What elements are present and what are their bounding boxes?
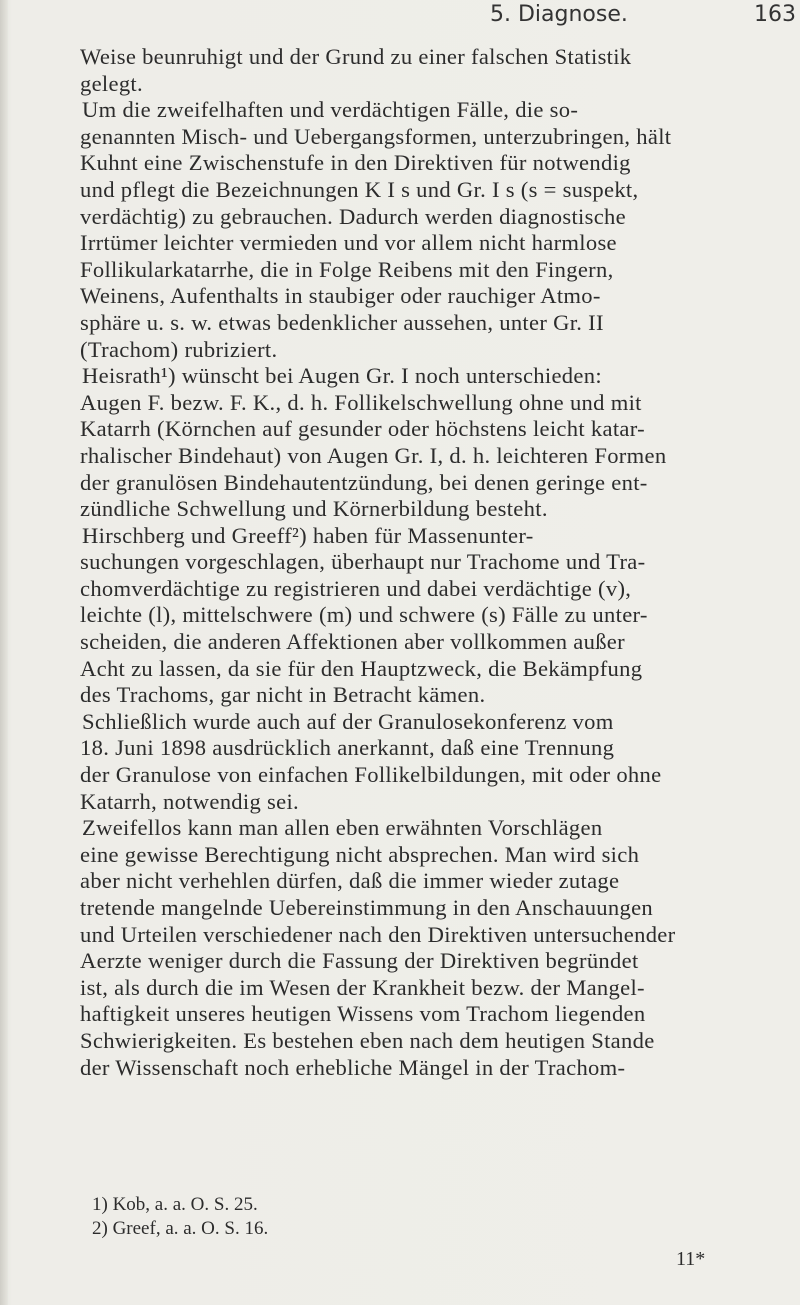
text-line: Schwierigkeiten. Es bestehen eben nach dem heutigen Stande [80, 1027, 655, 1053]
signature-mark: 11* [676, 1248, 706, 1270]
text-line: haftigkeit unseres heutigen Wissens vom Trachom liegenden [80, 1001, 646, 1027]
footnote: 1) Kob, a. a. O. S. 25. [92, 1194, 258, 1215]
text-line: genannten Misch- und Uebergangsformen, unterzubringen, hält [80, 123, 672, 149]
text-line: der granulösen Bindehautentzündung, bei denen geringe ent- [80, 469, 648, 495]
text-line: der Wissenschaft noch erhebliche Mängel in der Trachom- [80, 1054, 626, 1080]
text-line: Augen F. bezw. F. K., d. h. Follikelschwellung ohne und mit [80, 389, 642, 415]
text-line: zündliche Schwellung und Körnerbildung besteht. [80, 496, 548, 522]
text-line: Schließlich wurde auch auf der Granulosekonferenz vom [82, 708, 614, 734]
text-line: gelegt. [80, 70, 143, 96]
text-line: Um die zweifelhaften und verdächtigen Fälle, die so- [82, 97, 579, 123]
text-line: (Trachom) rubriziert. [80, 336, 278, 362]
text-line: Hirschberg und Greeff²) haben für Massenunter- [82, 522, 534, 548]
text-line: Follikularkatarrhe, die in Folge Reibens mit den Fingern, [80, 256, 614, 282]
text-line: suchungen vorgeschlagen, überhaupt nur Trachome und Tra- [80, 549, 646, 575]
text-line: eine gewisse Berechtigung nicht absprechen. Man wird sich [80, 841, 640, 867]
footnotes [92, 1193, 268, 1241]
text-line: scheiden, die anderen Affektionen aber vollkommen außer [80, 629, 625, 655]
text-line: der Granulose von einfachen Follikelbildungen, mit oder ohne [80, 762, 662, 788]
text-line: sphäre u. s. w. etwas bedenklicher aussehen, unter Gr. II [80, 309, 604, 335]
text-line: des Trachoms, gar nicht in Betracht kämen. [80, 682, 486, 708]
text-line: Acht zu lassen, da sie für den Hauptzweck, die Bekämpfung [80, 655, 643, 681]
text-line: Zweifellos kann man allen eben erwähnten Vorschlägen [82, 815, 603, 841]
text-line: aber nicht verhehlen dürfen, daß die immer wieder zutage [80, 868, 620, 894]
text-line: und Urteilen verschiedener nach den Direktiven untersuchender [80, 921, 676, 947]
text-line: Katarrh, notwendig sei. [80, 788, 299, 814]
text-line: tretende mangelnde Uebereinstimmung in den Anschauungen [80, 895, 654, 920]
section-title: 5. Diagnose. [490, 2, 628, 27]
text-line: Katarrh (Körnchen auf gesunder oder höchstens leicht katar- [80, 416, 645, 442]
page-number: 163 [754, 2, 796, 27]
text-line: ist, als durch die im Wesen der Krankheit bezw. der Mangel- [80, 974, 645, 1000]
text-line: Irrtümer leichter vermieden und vor allem nicht harmlose [80, 230, 617, 256]
text-line: 18. Juni 1898 ausdrücklich anerkannt, daß eine Trennung [80, 735, 615, 761]
text-line: leichte (l), mittelschwere (m) und schwere (s) Fälle zu unter- [80, 602, 648, 628]
text-line: Aerzte weniger durch die Fassung der Direktiven begründet [80, 948, 639, 974]
text-line: Heisrath¹) wünscht bei Augen Gr. I noch unterschieden: [82, 363, 602, 389]
text-line: und pflegt die Bezeichnungen K I s und Gr. I s (s = suspekt, [80, 176, 639, 202]
text-line: Kuhnt eine Zwischenstufe in den Direktiven für notwendig [80, 150, 631, 176]
text-line: Weise beunruhigt und der Grund zu einer falschen Statistik [80, 44, 632, 69]
text-line: verdächtig) zu gebrauchen. Dadurch werden diagnostische [80, 203, 626, 229]
body-text [80, 44, 798, 1081]
footnote: 2) Greef, a. a. O. S. 16. [92, 1218, 269, 1239]
page-binding-edge [0, 0, 8, 1305]
text-line: chomverdächtige zu registrieren und dabei verdächtige (v), [80, 575, 632, 601]
running-head [490, 2, 796, 32]
text-line: rhalischer Bindehaut) von Augen Gr. I, d. h. leichteren Formen [80, 442, 667, 468]
text-line: Weinens, Aufenthalts in staubiger oder rauchiger Atmo- [80, 283, 601, 309]
